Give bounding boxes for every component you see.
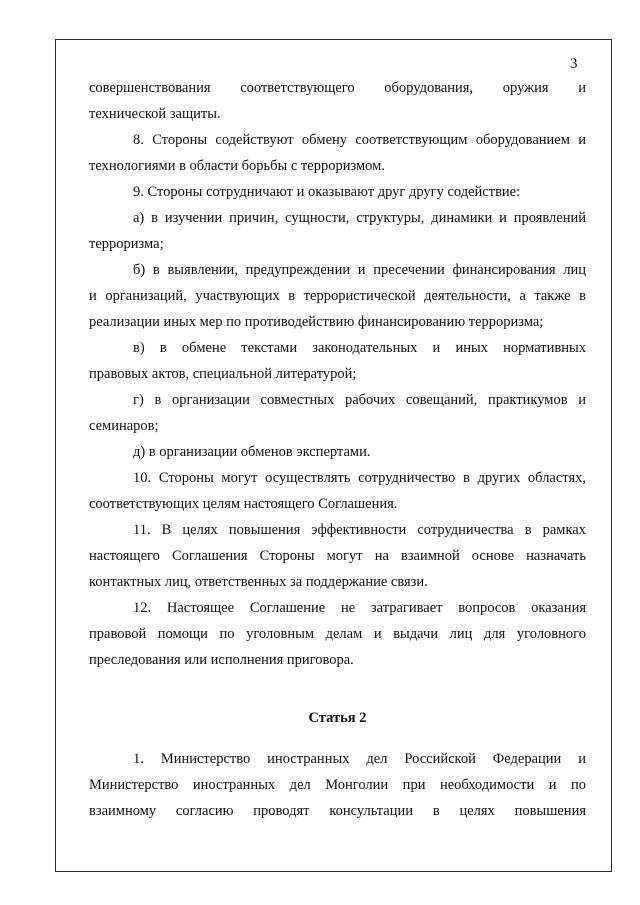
text-line: 9. Стороны сотрудничают и оказывают друг другу содействие: [133, 184, 521, 200]
article-1-continuation [89, 75, 586, 673]
paragraph-9-d [89, 439, 586, 465]
text-line: и организаций, участвующих в террористической деятельности, а также в [89, 288, 586, 304]
text-line: преследования или исполнения приговора. [89, 652, 354, 668]
text-line: г) в организации совместных рабочих совещаний, практикумов и [133, 392, 586, 408]
text-line: а) в изучении причин, сущности, структуры, динамики и проявлений [133, 210, 586, 226]
text-line: контактных лиц, ответственных за поддержание связи. [89, 574, 428, 590]
text-line: б) в выявлении, предупреждении и пресечении финансирования лиц [133, 262, 586, 278]
text-line: взаимному согласию проводят консультации в целях повышения [89, 803, 586, 819]
page-number: 3 [570, 56, 578, 72]
text-line: Министерство иностранных дел Монголии при необходимости и по [89, 777, 586, 793]
text-line: настоящего Соглашения Стороны могут на взаимной основе назначать [89, 548, 586, 564]
paragraph-12 [89, 595, 586, 673]
text-line: правовых актов, специальной литературой; [89, 366, 357, 382]
text-line: правовой помощи по уголовным делам и выдачи лиц для уголовного [89, 626, 586, 642]
paragraph-11 [89, 517, 586, 595]
paragraph-9-v [89, 335, 586, 387]
text-line: реализации иных мер по противодействию финансированию терроризма; [89, 314, 544, 330]
text-line: технической защиты. [89, 106, 221, 122]
text-line: 10. Стороны могут осуществлять сотрудничество в других областях, [133, 470, 586, 486]
text-line: семинаров; [89, 418, 159, 434]
article-2-body [89, 746, 586, 824]
text-line: совершенствования соответствующего оборудования, оружия и [89, 80, 586, 96]
text-line: 8. Стороны содействуют обмену соответствующим оборудованием и [133, 132, 586, 148]
text-line: д) в организации обменов экспертами. [133, 444, 371, 460]
paragraph-9-g [89, 387, 586, 439]
text-line: 1. Министерство иностранных дел Российской Федерации и [133, 751, 586, 767]
paragraph-10 [89, 465, 586, 517]
text-line: терроризма; [89, 236, 164, 252]
paragraph-8 [89, 127, 586, 179]
paragraph-7-continuation [89, 75, 586, 127]
text-line: соответствующих целям настоящего Соглашения. [89, 496, 398, 512]
text-line: 12. Настоящее Соглашение не затрагивает вопросов оказания [133, 600, 586, 616]
article-2-heading: Статья 2 [308, 710, 367, 726]
text-line: 11. В целях повышения эффективности сотрудничества в рамках [133, 522, 586, 538]
paragraph-9-b [89, 257, 586, 335]
text-line: в) в обмене текстами законодательных и иных нормативных [133, 340, 586, 356]
paragraph-9 [89, 179, 586, 205]
article-2-paragraph-1 [89, 746, 586, 824]
text-line: технологиями в области борьбы с терроризмом. [89, 158, 385, 174]
paragraph-9-a [89, 205, 586, 257]
